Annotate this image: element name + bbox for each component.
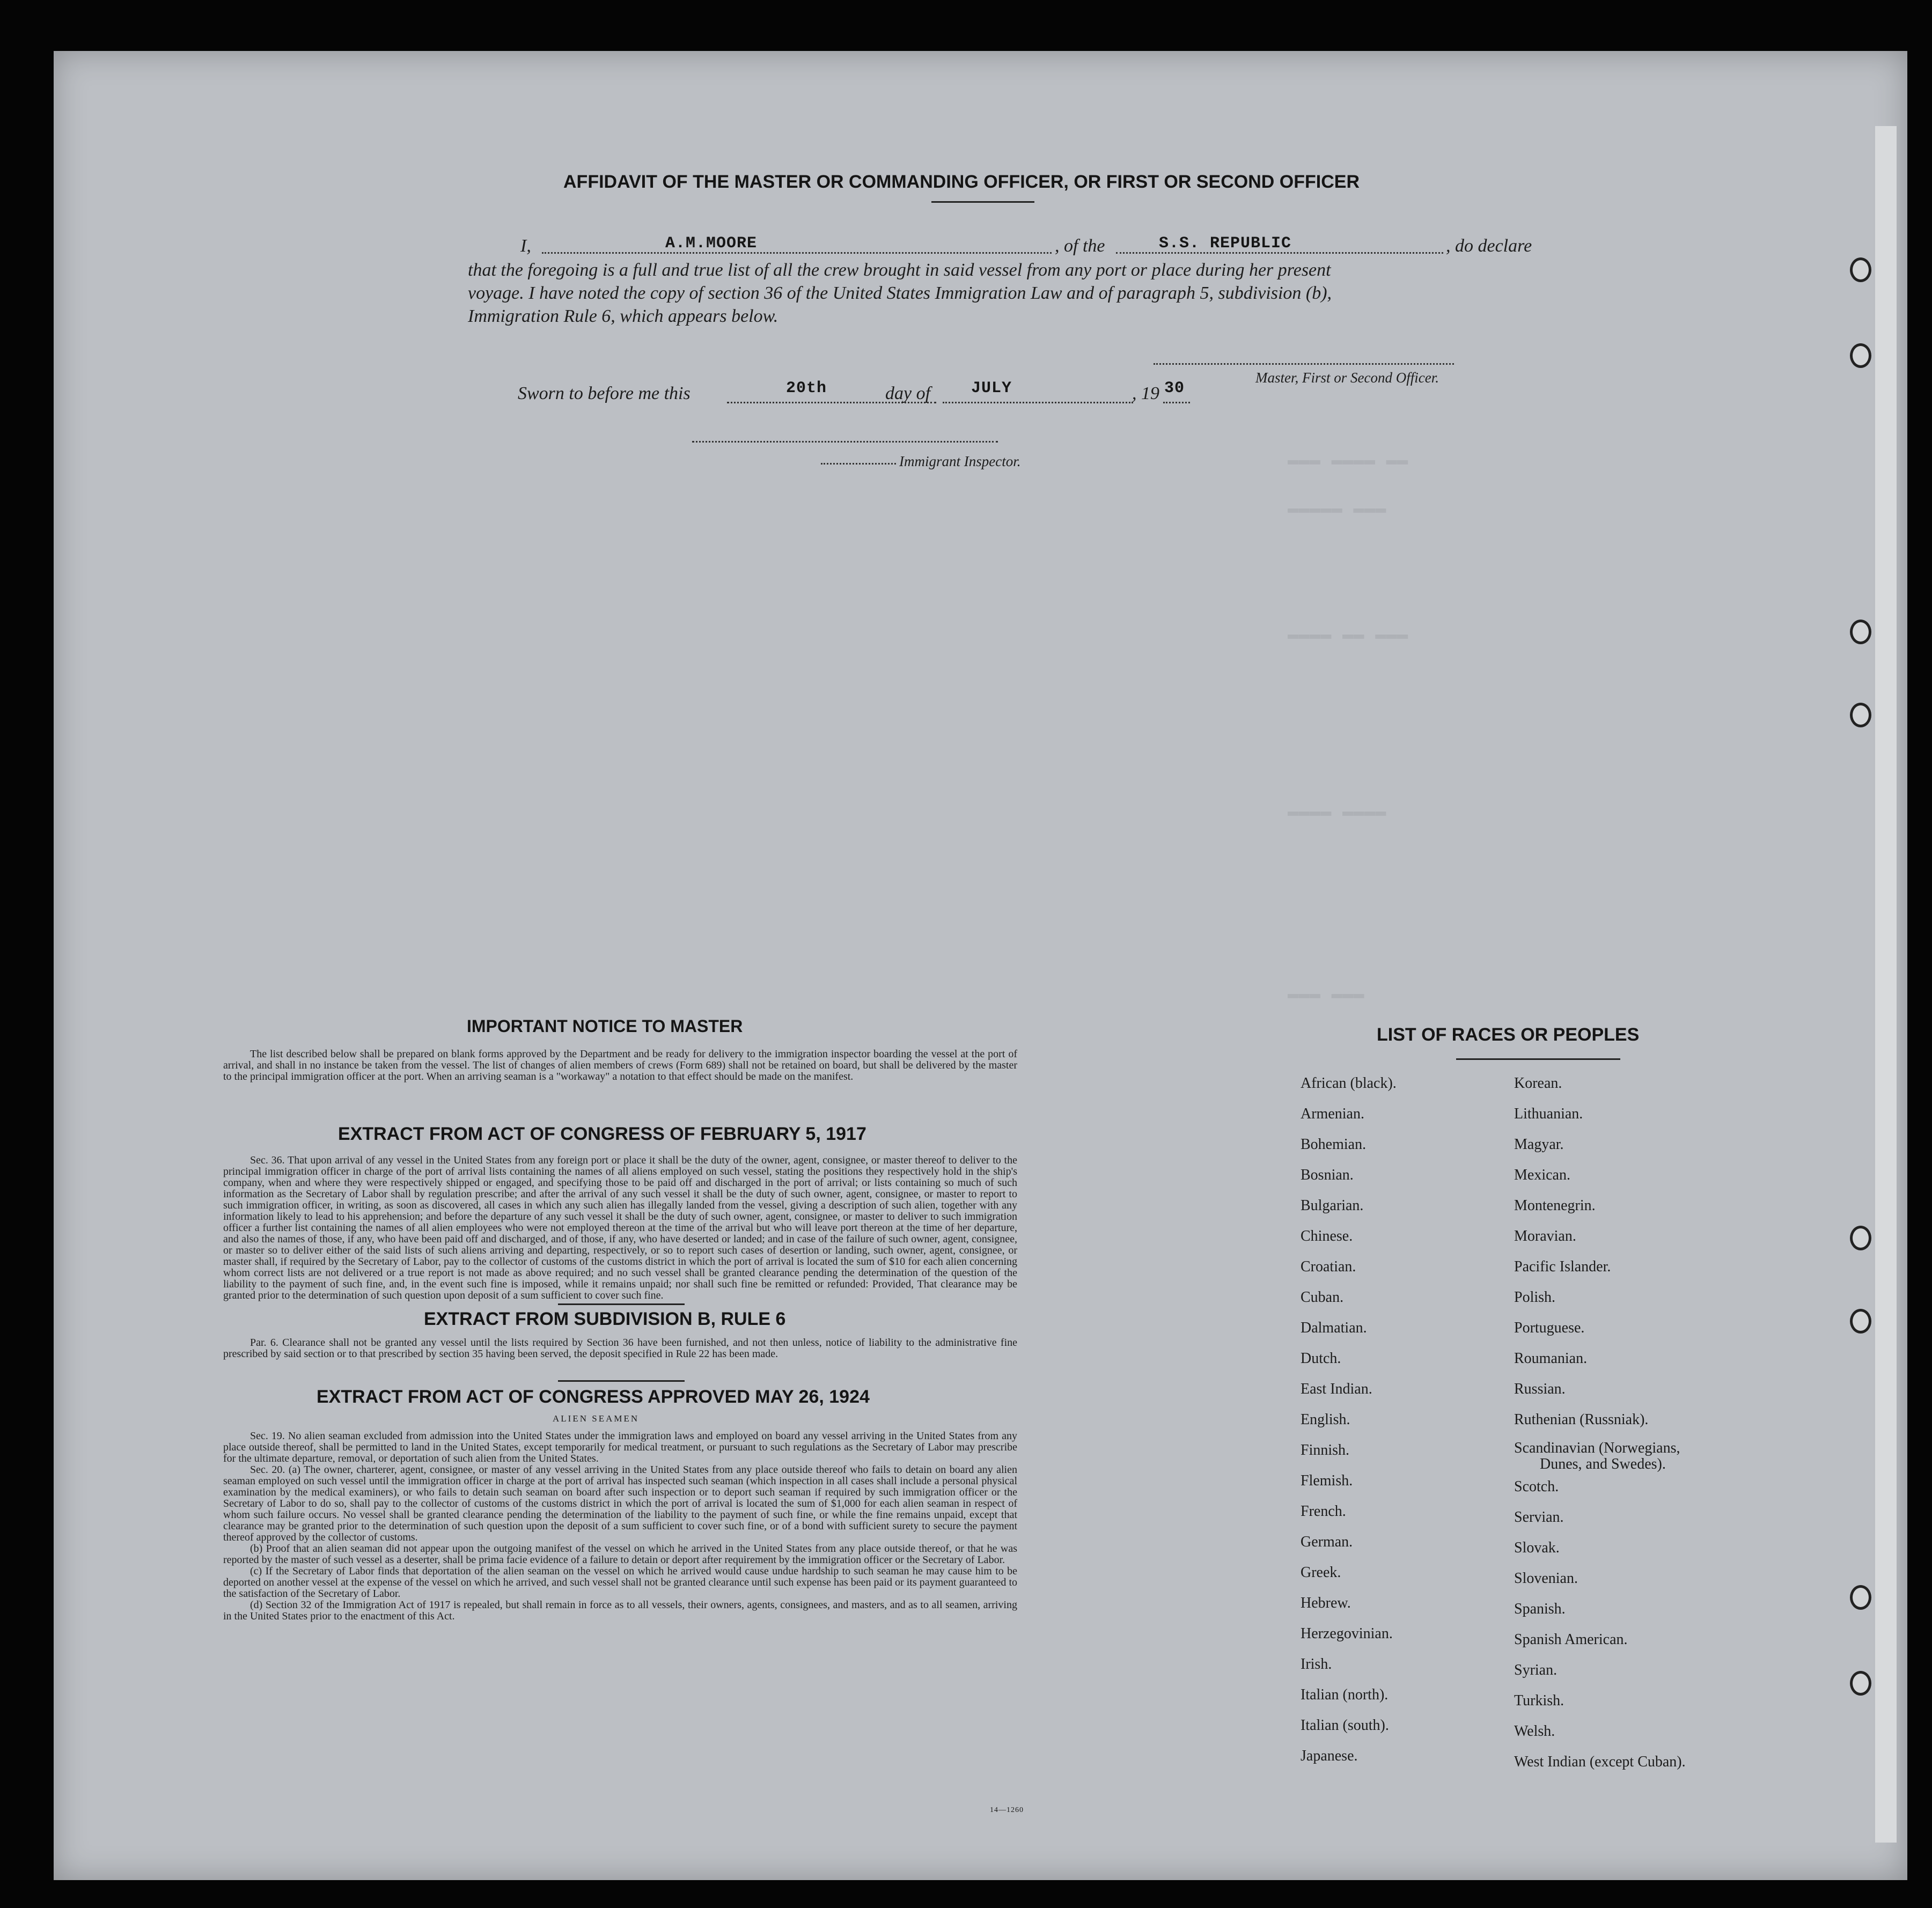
document-sheet [54, 51, 1907, 1880]
name-blank [542, 252, 1052, 254]
race-item: Slovenian. [1514, 1570, 1578, 1587]
race-item: Dalmatian. [1301, 1320, 1367, 1336]
race-item: Turkish. [1514, 1692, 1564, 1709]
signature-line [1154, 363, 1454, 365]
form-number: 14—1260 [990, 1806, 1024, 1814]
binder-hole [1850, 343, 1871, 368]
race-item: Moravian. [1514, 1228, 1576, 1244]
extract-1924-text [223, 1431, 1017, 1622]
affidavit-line-2: voyage. I have noted the copy of section 36 of the United States Immigration Law and of paragraph 5, subdivision (b), [468, 283, 1332, 303]
alien-seamen-subtitle: ALIEN SEAMEN [553, 1413, 640, 1424]
officer-name: A.M.MOORE [665, 234, 758, 253]
notice-text [223, 1049, 1017, 1082]
bleed-through-mark: ▬▬▬ ▬▬▬▬ ▬▬ [1288, 451, 1408, 471]
race-item: Italian (south). [1301, 1717, 1389, 1734]
affidavit-pronoun: I, [520, 236, 531, 256]
bleed-through-mark: ▬▬▬ ▬▬▬ [1288, 984, 1364, 1005]
month-blank [943, 402, 1133, 403]
race-item: Hebrew. [1301, 1595, 1351, 1611]
binder-hole [1850, 703, 1871, 727]
race-item: Mexican. [1514, 1167, 1570, 1183]
master-caption: Master, First or Second Officer. [1255, 370, 1439, 386]
race-item: French. [1301, 1503, 1346, 1520]
section-20c-paragraph: (c) If the Secretary of Labor finds that deportation of the alien seaman on the vessel on which he arrived would cause undue hardship to such seaman he may cause him to be deported on another vessel at the expense of the vessel on which he arrived, and such vessel shall not be granted clearance until such expense has been paid or its payment guaranteed to the satisfaction of the Secretary of Labor. [223, 1565, 1017, 1600]
binder-hole [1850, 257, 1871, 282]
race-item: Dunes, and Swedes). [1540, 1456, 1666, 1472]
race-item: Ruthenian (Russniak). [1514, 1411, 1649, 1428]
race-item: East Indian. [1301, 1381, 1372, 1397]
sworn-text: Sworn to before me this [518, 384, 690, 403]
section-divider [558, 1380, 685, 1382]
binder-hole [1850, 1226, 1871, 1250]
bleed-through-mark: ▬▬▬▬▬ ▬▬▬ [1288, 499, 1386, 519]
race-item: Servian. [1514, 1509, 1564, 1526]
vessel-name: S.S. REPUBLIC [1159, 234, 1292, 253]
bleed-through-mark: ▬▬▬▬ ▬▬▬▬ [1288, 802, 1386, 822]
race-item: Flemish. [1301, 1472, 1353, 1489]
affidavit-line-1: that the foregoing is a full and true list of all the crew brought in said vessel from any port or place during her present [468, 260, 1331, 280]
inspector-line [692, 441, 998, 443]
year-blank [1163, 402, 1190, 403]
do-declare-text: , do declare [1446, 236, 1532, 256]
race-item: Polish. [1514, 1289, 1556, 1306]
year-prefix: , 19 [1132, 384, 1159, 403]
race-item: Bohemian. [1301, 1136, 1367, 1153]
race-item: Italian (north). [1301, 1686, 1389, 1703]
day-of-text: day of [885, 384, 931, 403]
section-divider [558, 1303, 685, 1305]
notice-paragraph: The list described below shall be prepared on blank forms approved by the Department and be ready for delivery to the immigration inspector boarding the vessel at the port of arrival, and shall in no instance be taken from the vessel. The list of changes of alien members of crews (Form 689) shall not be retained on board, but shall be delivered by the master to the principal immigration officer at the port. When an arriving seaman is a "workaway" a notation to that effect should be made on the manifest. [223, 1048, 1017, 1082]
race-item: Chinese. [1301, 1228, 1353, 1244]
extract-1917-text [223, 1155, 1017, 1301]
section-20a-paragraph: Sec. 20. (a) The owner, charterer, agent, consignee, or master of any vessel arriving in the United States from any place outside thereof who fails to detain on board any alien seaman employed on such vessel until the immigration officer in charge at the port of arrival has inspected such seaman (which inspection in all cases shall include a personal physical examination by the medical examiners), or who fails to detain such seaman on board after such inspection or to deport such seaman if required by such immigration officer or the Secretary of Labor to do so, shall pay to the collector of customs of the customs district in which the port of arrival is located the sum of $1,000 for each alien seaman in respect of whom such failure occurs. No vessel shall be granted clearance pending the determination of the liability to the payment of such fine, or while the fine remains unpaid, except that clearance may be granted prior to the determination of such question upon the deposit of a sum sufficient to cover such fine, or of a bond with sufficient surety to secure the payment thereof approved by the collector of customs. [223, 1464, 1017, 1543]
extract-rule6-text [223, 1337, 1017, 1360]
race-item: Welsh. [1514, 1723, 1555, 1740]
affidavit-title: AFFIDAVIT OF THE MASTER OR COMMANDING OFFICER, OR FIRST OR SECOND OFFICER [563, 172, 1360, 192]
race-item: Spanish American. [1514, 1631, 1628, 1648]
race-item: Croatian. [1301, 1258, 1356, 1275]
section-20b-paragraph: (b) Proof that an alien seaman did not appear upon the outgoing manifest of the vessel on which he arrived in the United States from any place outside thereof, or that he was reported by the master of such vessel as a deserter, shall be prima facie evidence of a failure to detain or deport after requirement by the immigration officer or the Secretary of Labor. [223, 1543, 1017, 1566]
race-item: Russian. [1514, 1381, 1566, 1397]
race-item: English. [1301, 1411, 1350, 1428]
race-item: West Indian (except Cuban). [1514, 1754, 1686, 1770]
binder-hole [1850, 1671, 1871, 1696]
race-item: Japanese. [1301, 1748, 1358, 1764]
sworn-day: 20th [786, 379, 827, 397]
race-item: Magyar. [1514, 1136, 1564, 1153]
section-19-paragraph: Sec. 19. No alien seaman excluded from admission into the United States under the immigration laws and employed on board any vessel arriving in the United States from any place outside thereof, shall be permitted to land in the United States, except temporarily for medical treatment, or pursuant to such regulations as the Secretary of Labor may prescribe for the ultimate departure, removal, or deportation of such alien from the United States. [223, 1430, 1017, 1464]
races-divider [1456, 1058, 1620, 1060]
race-item: Korean. [1514, 1075, 1562, 1092]
sheet-edge [1875, 126, 1897, 1843]
inspector-lead [821, 463, 896, 465]
race-item: Syrian. [1514, 1662, 1558, 1678]
section-36-paragraph: Sec. 36. That upon arrival of any vessel in the United States from any foreign port or place it shall be the duty of the owner, agent, consignee, or master thereof to deliver to the principal immigration officer in charge of the port of arrival lists containing the names of all aliens employed on such vessel, stating the positions they respectively hold in the ship's company, when and where they were respectively shipped or engaged, and specifying those to be paid off and discharged in the port of arrival; or lists containing so much of such information as the Secretary of Labor shall by regulation prescribe; and after the arrival of any such vessel it shall be the duty of such owner, agent, consignee, or master to report to such immigration officer, in writing, as soon as discovered, all cases in which any such alien has illegally landed from the vessel, giving a description of such alien, together with any information likely to lead to his apprehension; and before the departure of any such vessel it shall be the duty of such owner, agent, consignee, or master to deliver to such immigration officer a further list containing the names of all alien employees who were not employed thereon at the time of the arrival but who will leave port thereon at the time of her departure, and also the names of those, if any, who have been paid off and discharged, and of those, if any, who have deserted or landed; and in case of the failure of such owner, agent, consignee, or master so to deliver either of the said lists of such aliens arriving and departing, respectively, or so to report such cases of desertion or landing, such owner, agent, consignee, or master shall, if required by the Secretary of Labor, pay to the collector of customs of the customs district in which the port of arrival is located the sum of $10 for each alien concerning whom correct lists are not delivered or a true report is not made as above required; and no such vessel shall be granted clearance pending the determination of the question of the liability to the payment of such fine, and, in the event such fine is imposed, while it remains unpaid; nor shall such fine be remitted or refunded: Provided, That clearance may be granted prior to the determination of such question upon deposit of a sum sufficient to cover such fine. [223, 1154, 1017, 1301]
race-item: Bulgarian. [1301, 1197, 1364, 1214]
binder-hole [1850, 1585, 1871, 1610]
race-item: African (black). [1301, 1075, 1397, 1092]
race-item: Spanish. [1514, 1601, 1566, 1617]
notice-title: IMPORTANT NOTICE TO MASTER [467, 1016, 743, 1036]
race-item: Finnish. [1301, 1442, 1350, 1458]
binder-hole [1850, 620, 1871, 644]
race-item: German. [1301, 1534, 1353, 1550]
race-item: Slovak. [1514, 1539, 1560, 1556]
race-item: Scandinavian (Norwegians, [1514, 1440, 1680, 1456]
extract-1917-title: EXTRACT FROM ACT OF CONGRESS OF FEBRUARY 5, 1917 [338, 1124, 866, 1144]
title-divider [931, 201, 1034, 203]
inspector-caption: Immigrant Inspector. [899, 453, 1021, 469]
affidavit-line-3: Immigration Rule 6, which appears below. [468, 306, 778, 326]
extract-rule6-title: EXTRACT FROM SUBDIVISION B, RULE 6 [424, 1309, 786, 1329]
section-20d-paragraph: (d) Section 32 of the Immigration Act of 1917 is repealed, but shall remain in force as to all vessels, their owners, agents, consignees, and masters, and as to all seamen, arriving in the United States prior to the enactment of this Act. [223, 1599, 1017, 1622]
bleed-through-mark: ▬▬▬▬ ▬▬ ▬▬▬ [1288, 625, 1408, 645]
race-item: Pacific Islander. [1514, 1258, 1611, 1275]
sworn-month: JULY [971, 379, 1012, 397]
binder-hole [1850, 1309, 1871, 1334]
race-item: Portuguese. [1514, 1320, 1585, 1336]
of-the-text: , of the [1055, 236, 1105, 256]
rule-6-paragraph: Par. 6. Clearance shall not be granted any vessel until the lists required by Section 36 have been furnished, and not then unless, notice of liability to the administrative fine prescribed by said section or to that prescribed by section 35 having been served, the deposit specified in Rule 22 has been made. [223, 1337, 1017, 1360]
race-item: Montenegrin. [1514, 1197, 1596, 1214]
races-title: LIST OF RACES OR PEOPLES [1377, 1025, 1640, 1045]
race-item: Irish. [1301, 1656, 1332, 1673]
race-item: Bosnian. [1301, 1167, 1354, 1183]
extract-1924-title: EXTRACT FROM ACT OF CONGRESS APPROVED MAY 26, 1924 [317, 1387, 870, 1407]
sworn-year: 30 [1164, 379, 1185, 397]
race-item: Armenian. [1301, 1106, 1364, 1122]
race-item: Dutch. [1301, 1350, 1341, 1367]
race-item: Greek. [1301, 1564, 1341, 1581]
race-item: Scotch. [1514, 1478, 1559, 1495]
race-item: Herzegovinian. [1301, 1625, 1393, 1642]
race-item: Cuban. [1301, 1289, 1344, 1306]
race-item: Lithuanian. [1514, 1106, 1583, 1122]
race-item: Roumanian. [1514, 1350, 1588, 1367]
